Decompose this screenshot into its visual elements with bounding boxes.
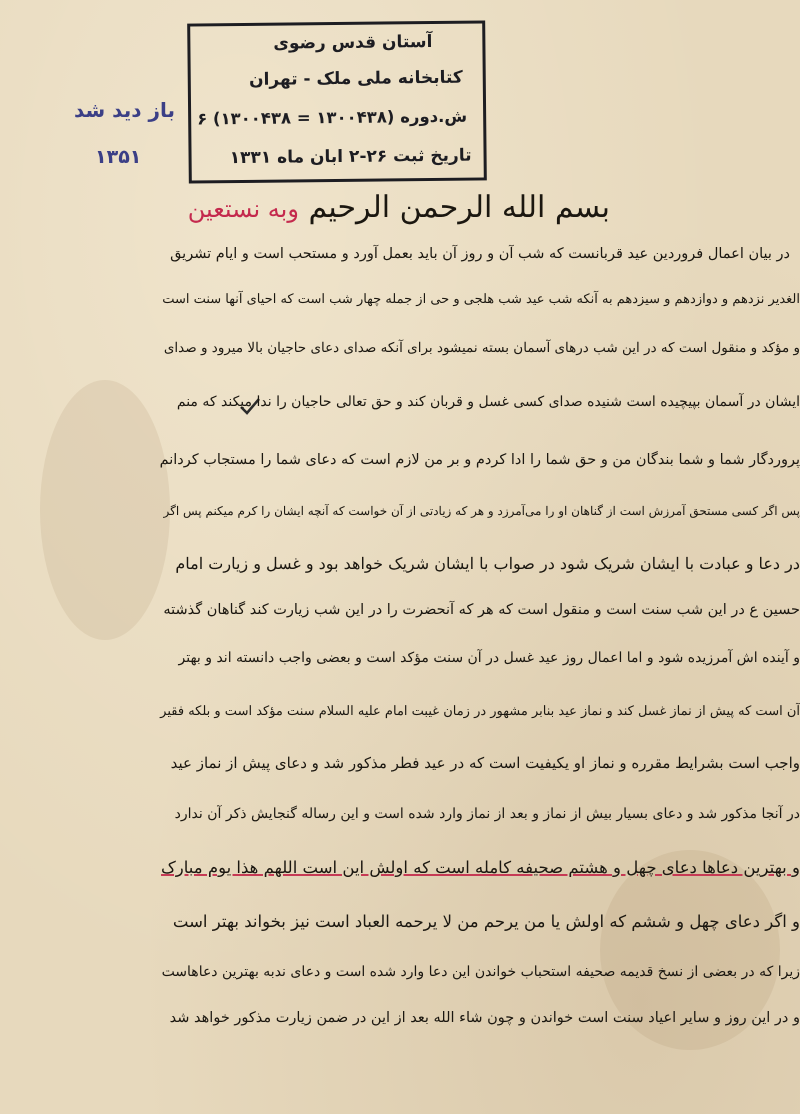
text-line-7: در دعا و عبادت با ایشان شریک شود در صواب با ایشان شریک خواهد بود و غسل و زیارت امام [175,554,800,573]
text-line-15: زیرا که در بعضی از نسخ قدیمه صحیفه استحباب خواندن این دعا وارد شده است و دعای ندبه بهترین دعاهاست [161,964,800,980]
margin-note-year: ۱۳۵۱ [95,146,142,168]
text-line-2: الغدیر نزدهم و دوازدهم و سیزدهم به آنکه شب عید شب هلجی و حی از جمله چهار شب است که احیای آنها سنت است [162,292,800,307]
text-line-8: حسین ع در این شب سنت است و منقول است که هر که آنحضرت را در این شب زیارت کند گناهان گذشته [163,602,800,618]
stamp-line-4: تاریخ ثبت ۲۶-۲ ابان ماه ۱۳۳۱ [229,145,472,169]
text-line-11: واجب است بشرایط مقرره و نماز او یکیفیت است که در عید فطر مذکور شد و دعای پیش از نماز عید [170,754,800,772]
basmala-heading [187,190,610,225]
text-line-12: در آنجا مذکور شد و دعای بسیار بیش از نماز و بعد از نماز وارد شده است و این رساله گنجایش ذکر آن ندارد [174,806,800,822]
stamp-line-3: ش.دوره (۱۳۰۰۴۳۸ = ۱۳۰۰۴۳۸) ۶ [197,106,468,129]
paper-stain [40,380,170,640]
text-line-9: و آینده اش آمرزیده شود و اما اعمال روز عید غسل در آن سنت مؤکد است و بعضی واجب دانسته اند و بهتر [178,650,800,666]
underlined-text: و بهترین دعاها دعای چهل و هشتم صحیفه کامله است که اولش این است اللهم هذا یوم مبارک [161,858,800,877]
text-line-6: پس اگر کسی مستحق آمرزش است از گناهان او را می‌آمرزد و هر که زیادتی از آن خواست که آنچه ایشان را کرم میکنم پس اگر [163,504,800,518]
margin-note-seen: باز دید شد [74,98,176,122]
text-line-10: آن است که پیش از نماز غسل کند و نماز عید بنابر مشهور در زمان غیبت امام علیه السلام سنت مؤکد است و بلکه فقیر [160,704,800,719]
text-line-3: و مؤکد و منقول است که در این شب درهای آسمان بسته نمیشود برای آنکه صدای دعای حاجیان بالا میرود و صدای [163,340,800,356]
stamp-line-2: کتابخانه ملی ملک - تهران [248,67,463,90]
text-line-4: ایشان در آسمان بپیچیده است شنیده صدای کسی غسل و قربان کند و حق تعالی حاجیان را ندا میکند که منم [176,394,800,410]
text-line-5: پروردگار شما و شما بندگان من و حق شما را ادا کردم و بر من لازم است که دعای شما را مستجاب کردانم [159,452,800,468]
library-stamp [187,20,487,183]
stamp-line-1: آستان قدس رضوی [273,31,433,54]
basmala-red-text: وبه نستعین [187,195,299,223]
text-line-16: و در این روز و سایر اعیاد سنت است خواندن و چون شاء الله بعد از این در ضمن زیارت مذکور خواهد شد [169,1010,800,1026]
text-line-13 [161,858,800,877]
text-line-14: و اگر دعای چهل و ششم که اولش یا من یرحم من لا یرحمه العباد است نیز بخواند بهتر است [172,912,800,931]
basmala-text: بسم الله الرحمن الرحیم [308,190,610,225]
text-line-1: در بیان اعمال فروردین عید قربانست که شب آن و روز آن باید بعمل آورد و مستحب است و ایام تشریق [170,246,790,262]
